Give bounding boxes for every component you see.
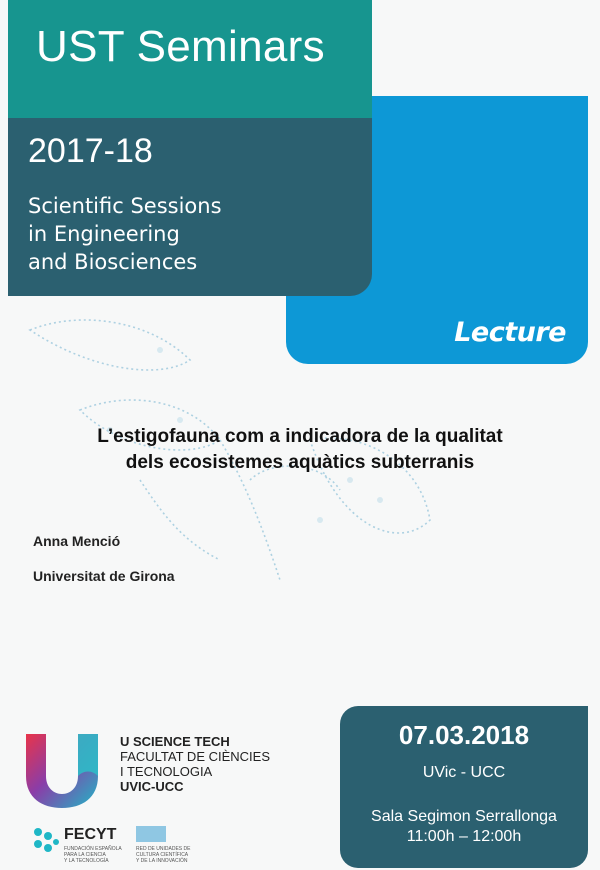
subtitle-line: and Biosciences bbox=[28, 250, 198, 274]
series-title: UST Seminars bbox=[36, 22, 325, 71]
event-time: 11:00h – 12:00h bbox=[406, 828, 522, 845]
talk-title bbox=[30, 424, 570, 476]
network-tagline-line: CULTURA CIENTÍFICA bbox=[136, 852, 189, 858]
fecyt-name: FECYT bbox=[64, 826, 117, 843]
event-room: Sala Segimon Serrallonga bbox=[371, 808, 557, 825]
lecture-label: Lecture bbox=[454, 317, 566, 348]
series-subtitle bbox=[28, 192, 222, 276]
fecyt-tagline-line: FUNDACIÓN ESPAÑOLA bbox=[64, 846, 122, 852]
faculty-block bbox=[120, 734, 270, 794]
speaker-name: Anna Menció bbox=[33, 533, 121, 549]
fecyt-tagline-line: Y LA TECNOLOGÍA bbox=[64, 858, 109, 864]
faculty-line: FACULTAT DE CIÈNCIES bbox=[120, 749, 271, 764]
faculty-line: UVIC-UCC bbox=[120, 779, 184, 794]
fecyt-logo-icon bbox=[32, 826, 60, 856]
subtitle-line: in Engineering bbox=[28, 222, 180, 246]
talk-title-line: L’estigofauna com a indicadora de la qualitat bbox=[97, 426, 503, 447]
fecyt-tagline bbox=[64, 846, 122, 864]
network-logo-icon bbox=[136, 826, 166, 842]
fecyt-logo-block bbox=[24, 822, 224, 866]
network-tagline-line: RED DE UNIDADES DE bbox=[136, 846, 191, 852]
season-year: 2017-18 bbox=[28, 132, 153, 170]
event-date: 07.03.2018 bbox=[398, 720, 530, 750]
faculty-brand: U SCIENCE TECH bbox=[120, 734, 230, 749]
subtitle-line: Scientific Sessions bbox=[28, 194, 222, 218]
faculty-line: I TECNOLOGIA bbox=[120, 764, 213, 779]
network-tagline bbox=[136, 846, 190, 864]
speaker-affiliation: Universitat de Girona bbox=[33, 568, 175, 584]
talk-title-line: dels ecosistemes aquàtics subterranis bbox=[125, 452, 475, 473]
u-logo-icon bbox=[22, 730, 102, 810]
fecyt-tagline-line: PARA LA CIENCIA bbox=[64, 852, 106, 858]
event-info-panel bbox=[340, 706, 588, 868]
series-header bbox=[8, 0, 372, 118]
event-venue: UVic - UCC bbox=[422, 764, 506, 781]
network-tagline-line: Y DE LA INNOVACIÓN bbox=[136, 858, 188, 864]
